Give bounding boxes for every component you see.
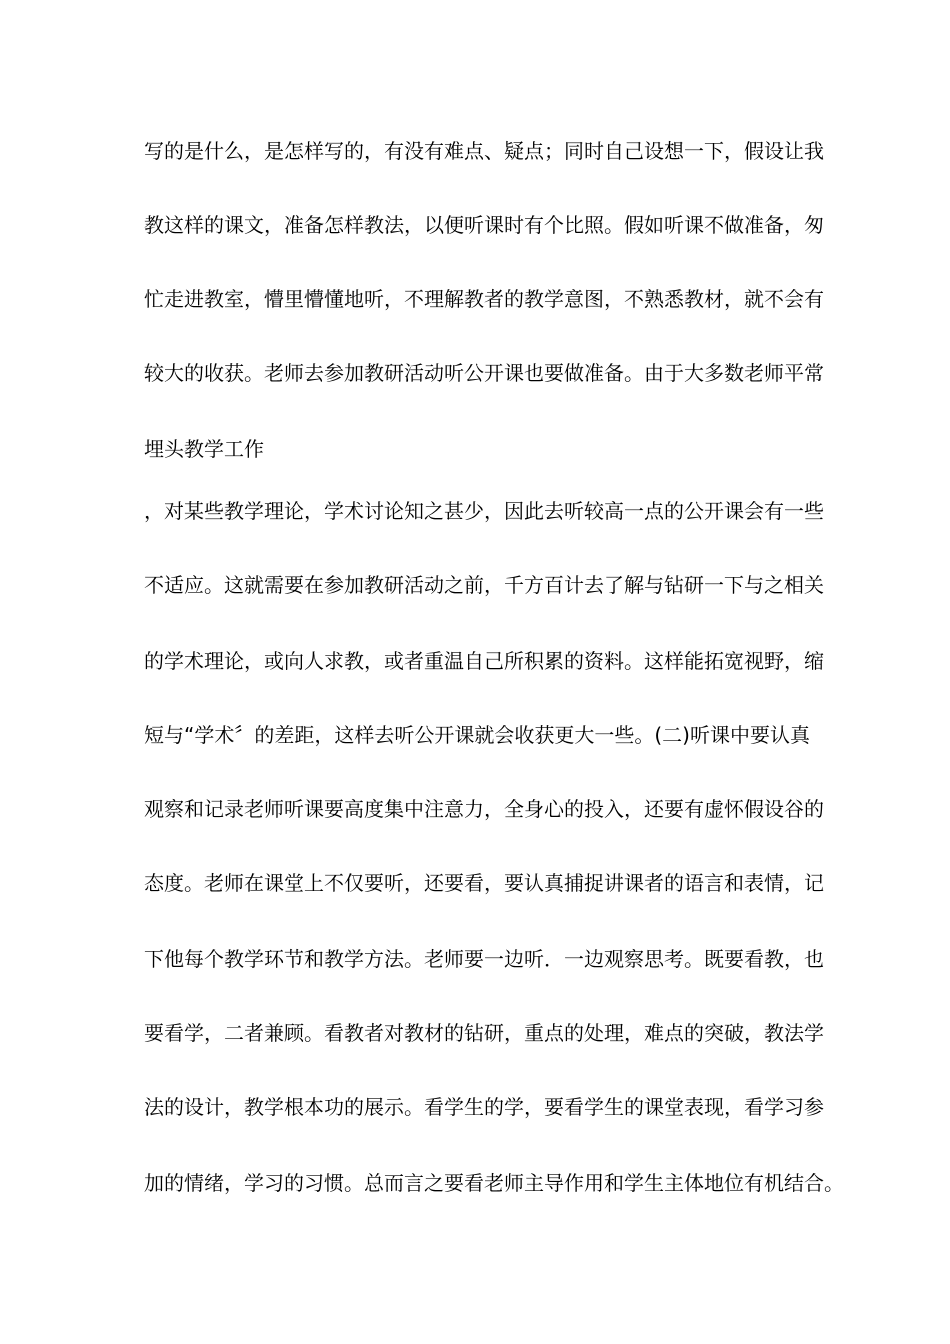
text-line: 较大的收获。老师去参加教研活动听公开课也要做准备。由于大多数老师平常	[144, 361, 824, 385]
text-line: 埋头教学工作	[144, 437, 264, 461]
text-line: 短与“学术〞的差距，这样去听公开课就会收获更大一些。(二)听课中要认真	[144, 723, 810, 747]
text-line: 下他每个教学环节和教学方法。老师要一边听．一边观察思考。既要看教，也	[144, 947, 824, 971]
text-line: 态度。老师在课堂上不仅要听，还要看，要认真捕捉讲课者的语言和表情，记	[144, 871, 824, 895]
text-line: 加的情绪，学习的习惯。总而言之要看老师主导作用和学生主体地位有机结合。	[144, 1171, 844, 1195]
text-line: 教这样的课文，准备怎样教法，以便听课时有个比照。假如听课不做准备，匆	[144, 213, 824, 237]
text-line: ，对某些教学理论，学术讨论知之甚少，因此去听较高一点的公开课会有一些	[144, 499, 824, 523]
text-line: 要看学，二者兼顾。看教者对教材的钻研，重点的处理，难点的突破，教法学	[144, 1021, 824, 1045]
text-line: 忙走进教室，懵里懵懂地听，不理解教者的教学意图，不熟悉教材，就不会有	[144, 287, 824, 311]
text-line: 写的是什么，是怎样写的，有没有难点、疑点；同时自己设想一下，假设让我	[144, 139, 824, 163]
text-line: 法的设计，教学根本功的展示。看学生的学，要看学生的课堂表现，看学习参	[144, 1095, 824, 1119]
text-line: 的学术理论，或向人求教，或者重温自己所积累的资料。这样能拓宽视野，缩	[144, 649, 824, 673]
text-line: 观察和记录老师听课要高度集中注意力，全身心的投入，还要有虚怀假设谷的	[144, 797, 824, 821]
text-line: 不适应。这就需要在参加教研活动之前，千方百计去了解与钻研一下与之相关	[144, 573, 824, 597]
